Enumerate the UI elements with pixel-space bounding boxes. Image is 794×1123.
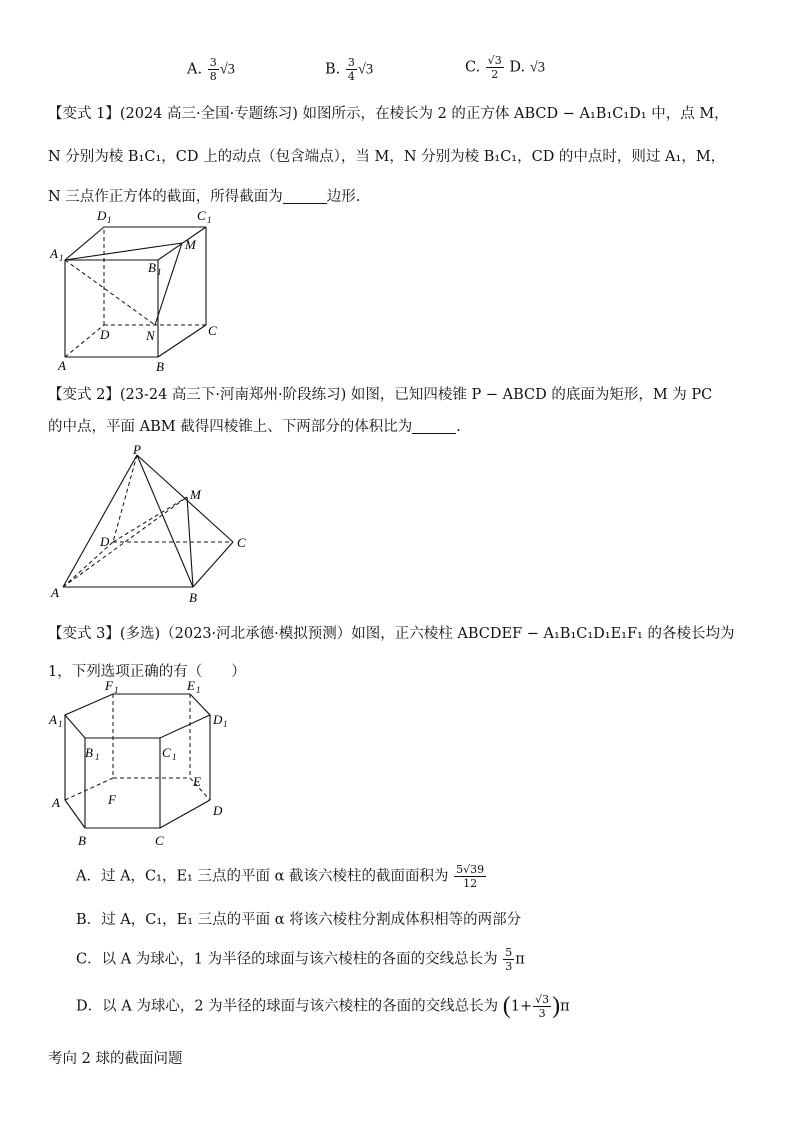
fig3-label-D1: D — [213, 712, 223, 727]
variant3-line2: 1，下列选项正确的有（ ） — [48, 664, 246, 680]
choice-d-value: √3 — [529, 59, 545, 76]
fig1-label-N: N — [146, 328, 155, 343]
cube-figure — [40, 205, 240, 375]
hexagonal-prism-figure — [45, 680, 245, 850]
answer-blank — [283, 189, 327, 204]
variant1-line1: 【变式 1】(2024 高三·全国·专题练习) 如图所示，在棱长为 2 的正方体 ABCD − A₁B₁C₁D₁ 中，点 M， — [48, 106, 729, 122]
svg-text:1: 1 — [196, 685, 201, 695]
fig3-label-B: B — [78, 833, 86, 848]
fig3-label-F: F — [108, 792, 116, 807]
fig3-label-A1: A — [49, 712, 57, 727]
choice-b-fraction: $\frac{3}{4}$ — [347, 56, 355, 83]
pyramid-figure — [45, 445, 265, 605]
fig2-label-A: A — [51, 585, 59, 600]
choice-c-fraction: $\frac{√3}{2}$ — [487, 54, 502, 81]
svg-text:1: 1 — [207, 215, 212, 225]
svg-text:1: 1 — [58, 719, 63, 729]
fig3-label-F1: F — [105, 680, 113, 693]
fig1-label-A1: A — [50, 246, 58, 261]
fig1-label-D: D — [100, 327, 110, 342]
choice-a: A. $\frac{3}{8}$ √3 — [187, 56, 235, 83]
choice-a-fraction: $\frac{3}{8}$ — [209, 56, 217, 83]
option-a: A．过 A，C₁，E₁ 三点的平面 α 截该六棱柱的截面面积为 $\frac{5√39}{12}$ — [76, 863, 485, 890]
fig1-label-C1: C — [197, 208, 206, 223]
fig2-label-M: M — [190, 487, 201, 502]
fig3-label-C: C — [155, 833, 164, 848]
svg-text:1: 1 — [114, 685, 119, 695]
fig1-label-B1: B — [148, 260, 156, 275]
option-c: C．以 A 为球心，1 为半径的球面与该六棱柱的各面的交线总长为 $\frac{5}{3}$ π — [76, 946, 525, 973]
fig3-label-E1: E — [187, 680, 195, 693]
fig1-label-A: A — [58, 358, 66, 373]
variant2-line1: 【变式 2】(23-24 高三下·河南郑州·阶段练习) 如图，已知四棱锥 P − ABCD 的底面为矩形，M 为 PC — [48, 387, 713, 403]
option-d: D．以 A 为球心，2 为半径的球面与该六棱柱的各面的交线总长为 (1+ $\frac{√3}{3}$ )π — [76, 993, 570, 1020]
choice-d-label: D. — [509, 59, 526, 76]
svg-text:1: 1 — [172, 752, 177, 762]
fig2-label-P: P — [133, 445, 141, 457]
fig3-label-E: E — [193, 774, 201, 789]
variant3-line1: 【变式 3】(多选)（2023·河北承德·模拟预测）如图，正六棱柱 ABCDEF − A₁B₁C₁D₁E₁F₁ 的各棱长均为 — [48, 626, 735, 642]
fig3-label-D: D — [213, 803, 223, 818]
fig1-label-D1: D — [97, 208, 107, 223]
fig1-label-C: C — [208, 323, 217, 338]
fig3-label-B1: B — [85, 745, 93, 760]
svg-text:1: 1 — [95, 752, 100, 762]
section-title: 考向 2 球的截面问题 — [48, 1051, 183, 1067]
variant2-line2: 的中点，平面 ABM 截得四棱锥上、下两部分的体积比为 . — [48, 419, 461, 435]
option-b: B．过 A，C₁，E₁ 三点的平面 α 将该六棱柱分割成体积相等的两部分 — [76, 912, 522, 928]
svg-text:1: 1 — [157, 267, 162, 277]
choice-c: C. $\frac{√3}{2}$ D. √3 — [465, 54, 545, 81]
fig3-label-C1: C — [162, 745, 171, 760]
variant1-line2: N 分别为棱 B₁C₁，CD 上的动点（包含端点），当 M，N 分别为棱 B₁C₁，CD 的中点时，则过 A₁，M， — [48, 149, 726, 165]
svg-text:1: 1 — [59, 253, 64, 263]
svg-text:1: 1 — [223, 719, 228, 729]
fig2-label-D: D — [100, 534, 110, 549]
fig1-label-M: M — [185, 237, 196, 252]
variant1-line3: N 三点作正方体的截面，所得截面为 边形. — [48, 189, 361, 205]
choice-b: B. $\frac{3}{4}$ √3 — [325, 56, 374, 83]
fig2-label-C: C — [237, 535, 246, 550]
svg-text:1: 1 — [107, 215, 112, 225]
fig1-label-B: B — [156, 359, 164, 374]
fig3-label-A: A — [52, 795, 60, 810]
answer-blank — [412, 419, 456, 434]
fig2-label-B: B — [189, 590, 197, 605]
